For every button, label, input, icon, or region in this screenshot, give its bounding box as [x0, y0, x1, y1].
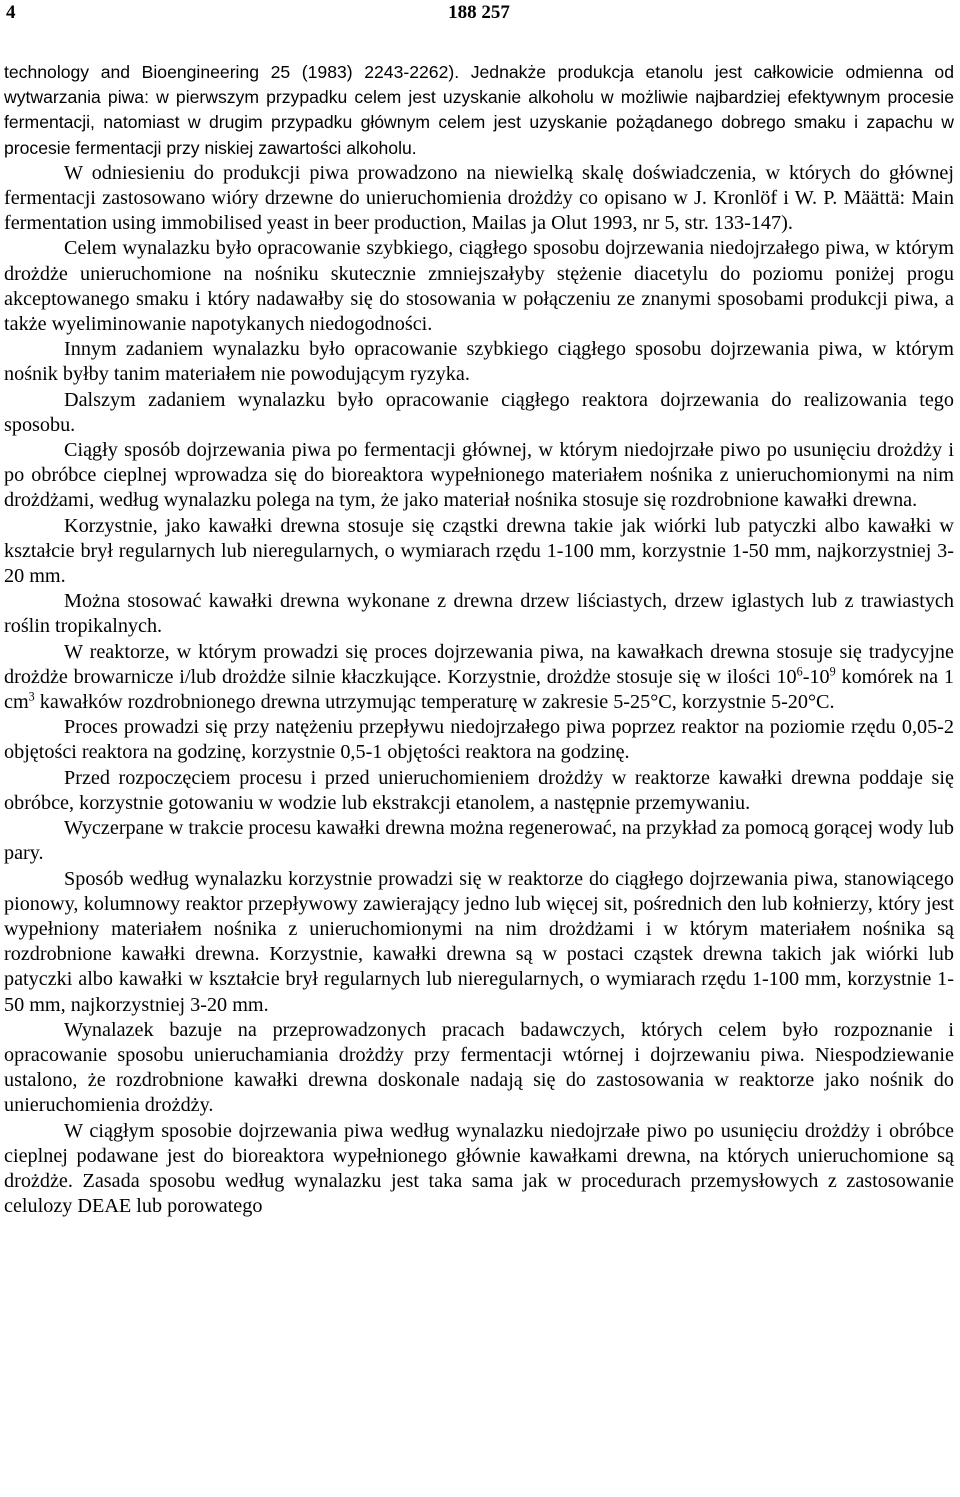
paragraph [4, 640, 954, 716]
paragraph: W ciągłym sposobie dojrzewania piwa według wynalazku niedojrzałe piwo po usunięciu drożdży i obróbce cieplnej podawane jest do bioreaktora wypełnionego głównie kawałkami drewna, na których unieruchomione są drożdże. Zasada sposobu według wynalazku jest taka sama jak w procedurach przemysłowych z zastosowanie celulozy DEAE lub porowatego [4, 1119, 954, 1218]
paragraph: W odniesieniu do produkcji piwa prowadzono na niewielką skalę doświadczenia, w których do głównej fermentacji zastosowano wióry drzewne do unieruchomienia drożdży co opisano w J. Kronlöf i W. P. Määttä: Main fermentation using immobilised yeast in beer production, Mailas ja Olut 1993, nr 5, str. 133-147). [4, 161, 954, 235]
paragraph: Proces prowadzi się przy natężeniu przepływu niedojrzałego piwa poprzez reaktor na poziomie rzędu 0,05-2 objętości reaktora na godzinę, korzystnie 0,5-1 objętości reaktora na godzinę. [4, 716, 954, 764]
page-header [4, 0, 954, 32]
paragraph: Sposób według wynalazku korzystnie prowadzi się w reaktorze do ciągłego dojrzewania piwa, stanowiącego pionowy, kolumnowy reaktor przepływowy zawierający jedno lub więcej sit, pośrednich den lub kołnierzy, który jest wypełniony materiałem nośnika z unieruchomionymi na nim drożdżami i w którym materiałem nośnika są rozdrobnione kawałki drewna. Korzystnie, kawałki drewna są w postaci cząstek drewna takich jak wiórki lub patyczki albo kawałki w kształcie brył regularnych lub nieregularnych, o wymiarach rzędu 1-100 mm, korzystnie 1-50 mm, najkorzystniej 3-20 mm. [4, 867, 954, 1016]
superscript: 3 [28, 689, 35, 704]
paragraph-text: komórek na 1 cm [4, 665, 954, 714]
paragraph-text: -10 [802, 665, 830, 688]
body-text [4, 60, 954, 1219]
paragraph: Korzystnie, jako kawałki drewna stosuje się cząstki drewna takie jak wiórki lub patyczki albo kawałki w kształcie brył regularnych lub nieregularnych, o wymiarach rzędu 1-100 mm, korzystnie 1-50 mm, najkorzystniej 3-20 mm. [4, 514, 954, 588]
paragraph: Można stosować kawałki drewna wykonane z drewna drzew liściastych, drzew iglastych lub z trawiastych roślin tropikalnych. [4, 590, 954, 638]
paragraph: Innym zadaniem wynalazku było opracowanie szybkiego ciągłego sposobu dojrzewania piwa, w którym nośnik byłby tanim materiałem nie powodującym ryzyka. [4, 338, 954, 386]
paragraph-text: W reaktorze, w którym prowadzi się proces dojrzewania piwa, na kawałkach drewna stosuje się tradycyjne drożdże browarnicze i/lub drożdże silnie kłaczkujące. Korzystnie, drożdże stosuje się w ilości 10 [4, 640, 954, 688]
paragraph: technology and Bioengineering 25 (1983) 2243-2262). Jednakże produkcja etanolu jest całkowicie odmienna od wytwarzania piwa: w pierwszym przypadku celem jest uzyskanie alkoholu w możliwie najbardziej efektywnym procesie fermentacji, natomiast w drugim przypadku głównym celem jest uzyskanie pożądanego dobrego smaku i zapachu w procesie fermentacji przy niskiej zawartości alkoholu. [4, 62, 954, 158]
paragraph: Dalszym zadaniem wynalazku było opracowanie ciągłego reaktora dojrzewania do realizowania tego sposobu. [4, 388, 954, 436]
paragraph: Celem wynalazku było opracowanie szybkiego, ciągłego sposobu dojrzewania niedojrzałego piwa, w którym drożdże unieruchomione na nośniku skutecznie zmniejszałyby stężenie diacetylu do poziomu poniżej progu akceptowanego smaku i który nadawałby się do stosowania w połączeniu ze znanymi sposobami produkcji piwa, a także wyeliminowanie napotykanych niedogodności. [4, 237, 954, 336]
paragraph: Wyczerpane w trakcie procesu kawałki drewna można regenerować, na przykład za pomocą gorącej wody lub pary. [4, 817, 954, 865]
superscript: 6 [796, 664, 803, 679]
page-number: 4 [6, 2, 16, 23]
document-number: 188 257 [448, 2, 510, 23]
paragraph: Ciągły sposób dojrzewania piwa po fermentacji głównej, w którym niedojrzałe piwo po usunięciu drożdży i po obróbce cieplnej wprowadza się do bioreaktora wypełnionego materiałem nośnika z unieruchomionymi na nim drożdżami, według wynalazku polega na tym, że jako materiał nośnika stosuje się rozdrobnione kawałki drewna. [4, 439, 954, 512]
superscript: 9 [829, 664, 836, 679]
paragraph: Wynalazek bazuje na przeprowadzonych pracach badawczych, których celem było rozpoznanie i opracowanie sposobu unieruchamiania drożdży przy fermentacji wtórnej i dojrzewaniu piwa. Niespodziewanie ustalono, że rozdrobnione kawałki drewna doskonale nadają się do zastosowania w reaktorze jako nośnik do unieruchomienia drożdży. [4, 1018, 954, 1117]
paragraph-text: kawałków rozdrobnionego drewna utrzymując temperaturę w zakresie 5-25°C, korzystnie 5-20°C. [34, 691, 835, 714]
paragraph: Przed rozpoczęciem procesu i przed unieruchomieniem drożdży w reaktorze kawałki drewna poddaje się obróbce, korzystnie gotowaniu w wodzie lub ekstrakcji etanolem, a następnie przemywaniu. [4, 766, 954, 814]
